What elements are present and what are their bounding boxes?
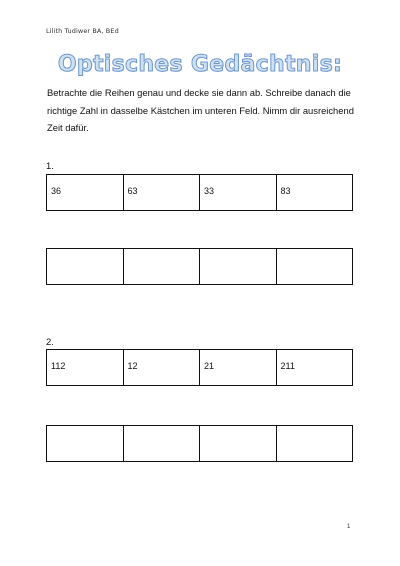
exercise-2-label: 2.	[46, 336, 54, 347]
exercise-1-number-row	[46, 174, 353, 211]
header-author: Lilith Tudiwer BA, BEd	[46, 27, 119, 35]
page-number: 1	[347, 524, 351, 530]
exercise-2-answer-cell[interactable]	[123, 426, 200, 461]
exercise-2-answer-row	[46, 425, 353, 462]
exercise-2-number-cell: 112	[51, 361, 66, 371]
exercise-2-answer-cell[interactable]	[199, 426, 276, 461]
exercise-1-label: 1.	[46, 160, 54, 171]
exercise-1-answer-cell[interactable]	[276, 249, 353, 284]
exercise-1-number-cell: 63	[123, 175, 200, 210]
exercise-1-answer-cell[interactable]	[123, 249, 200, 284]
exercise-2-answer-cell[interactable]	[276, 426, 353, 461]
exercise-2-number-cell: 21	[199, 350, 276, 385]
exercise-1-number-cell: 83	[276, 175, 353, 210]
exercise-2-answer-cell[interactable]	[47, 426, 123, 461]
exercise-2-number-cell: 12	[123, 350, 200, 385]
exercise-1-number-cell: 36	[51, 186, 62, 196]
worksheet-title: Optisches Gedächtnis:	[57, 52, 343, 77]
exercise-1-answer-cell[interactable]	[199, 249, 276, 284]
exercise-1-answer-row	[46, 248, 353, 285]
instructions-text: Betrachte die Reihen genau und decke sie dann ab. Schreibe danach die richtige Zahl in dasselbe Kästchen im unteren Feld. Nimm dir ausreichend Zeit dafür.	[47, 87, 354, 133]
exercise-1-number-cell: 33	[199, 175, 276, 210]
exercise-1-answer-cell[interactable]	[47, 249, 123, 284]
exercise-2-number-cell: 211	[276, 350, 353, 385]
exercise-2-number-row	[46, 349, 353, 386]
